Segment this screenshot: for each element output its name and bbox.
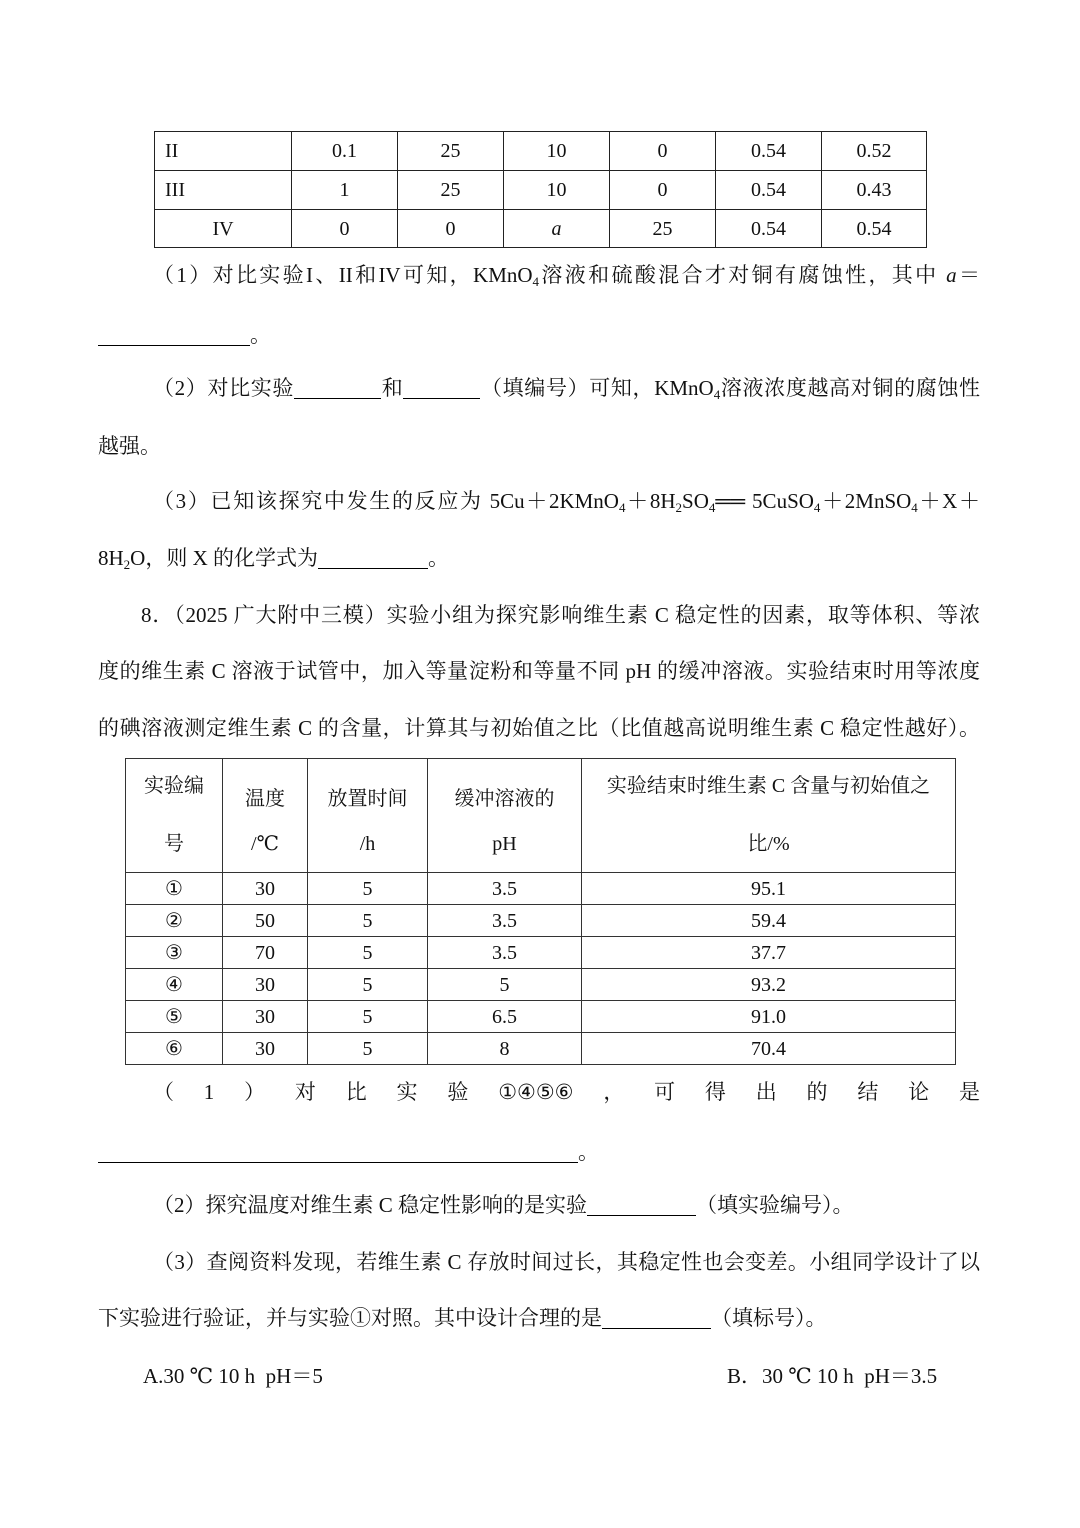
header-line: /h xyxy=(359,833,376,855)
header-line: 实验编 xyxy=(144,775,204,797)
q8-stem-line-3: 的碘溶液测定维生素 C 的含量，计算其与初始值之比（比值越高说明维生素 C 稳定性越好）。 xyxy=(98,716,980,740)
text: （填实验编号）。 xyxy=(696,1193,854,1217)
table-cell: 10 xyxy=(504,171,610,210)
table-cell: 0.52 xyxy=(822,132,927,171)
table-row xyxy=(155,132,927,171)
table-cell: 3.5 xyxy=(428,937,582,969)
header-line: /℃ xyxy=(251,833,279,855)
experiment-numbers: ①④⑤⑥ xyxy=(498,1080,574,1104)
table-cell: 93.2 xyxy=(582,969,956,1001)
table-cell: 0.54 xyxy=(716,171,822,210)
header-line: 实验结束时维生素 C 含量与初始值之 xyxy=(606,775,931,797)
header-line: 号 xyxy=(164,833,184,855)
header-buffer-ph xyxy=(428,759,582,873)
q8-part1-line xyxy=(153,1078,980,1106)
text: （填编号）可知，KMnO xyxy=(480,376,714,400)
variable-a: a xyxy=(946,263,957,287)
table-cell-variable-a: a xyxy=(504,210,610,248)
header-storage-time xyxy=(308,759,428,873)
text: 下实验进行验证，并与实验①对照。其中设计合理的是 xyxy=(98,1306,602,1330)
answer-blank xyxy=(98,323,250,346)
header-vitamin-c-ratio xyxy=(582,759,956,873)
table-row xyxy=(126,873,956,905)
q8-part1-answer-line xyxy=(98,1138,599,1166)
table-cell-experiment-id: IV xyxy=(155,210,292,248)
text: 8H xyxy=(98,546,124,570)
table-cell: 5 xyxy=(308,1001,428,1033)
table-cell: 5 xyxy=(308,873,428,905)
text: ══ 5CuSO xyxy=(715,489,814,513)
text: ，可得出的结论是 xyxy=(573,1080,980,1104)
subscript: 4 xyxy=(708,500,716,515)
answer-blank xyxy=(318,546,428,569)
table-row xyxy=(126,937,956,969)
table-cell: 25 xyxy=(398,171,504,210)
q8-stem-line-2: 度的维生素 C 溶液于试管中，加入等量淀粉和等量不同 pH 的缓冲溶液。实验结束时用等浓度 xyxy=(98,659,980,683)
table-cell: 10 xyxy=(504,132,610,171)
subscript: 4 xyxy=(911,500,918,515)
table-cell: ① xyxy=(126,873,223,905)
table-cell: 5 xyxy=(308,905,428,937)
table-cell: 91.0 xyxy=(582,1001,956,1033)
text: SO xyxy=(682,489,709,513)
answer-blank xyxy=(294,376,381,399)
table-row xyxy=(126,1033,956,1065)
table-cell: 95.1 xyxy=(582,873,956,905)
table-cell: 0 xyxy=(398,210,504,248)
option-a: A.30 ℃ 10 h pH＝5 xyxy=(143,1364,323,1388)
text: ＋X＋ xyxy=(917,489,980,513)
table-cell: 0 xyxy=(610,171,716,210)
table-cell: 5 xyxy=(428,969,582,1001)
header-line: 缓冲溶液的 xyxy=(454,788,555,810)
header-line: 放置时间 xyxy=(327,788,408,810)
table-cell: 0 xyxy=(610,132,716,171)
text: O，则 X 的化学式为 xyxy=(130,546,319,570)
text: 溶液和硫酸混合才对铜有腐蚀性，其中 xyxy=(539,263,947,287)
vitamin-c-table xyxy=(125,758,956,1065)
table-cell: 6.5 xyxy=(428,1001,582,1033)
text: 。 xyxy=(428,546,450,570)
text: ＋2MnSO xyxy=(820,489,912,513)
table-cell: 8 xyxy=(428,1033,582,1065)
table-cell: 3.5 xyxy=(428,905,582,937)
table-header-row xyxy=(126,759,956,873)
header-line: 比/% xyxy=(747,833,790,855)
table-cell: 50 xyxy=(223,905,308,937)
subscript: 2 xyxy=(675,500,683,515)
table-cell: 1 xyxy=(292,171,398,210)
text: （3）已知该探究中发生的反应为 5Cu＋2KMnO xyxy=(153,489,619,513)
text: （1）对比实验I、II和IV可知，KMnO xyxy=(153,263,533,287)
table-row xyxy=(155,171,927,210)
text: （1）对比实验 xyxy=(153,1080,499,1104)
table-cell: 70 xyxy=(223,937,308,969)
subscript: 4 xyxy=(618,500,626,515)
q7-part3-line2 xyxy=(98,544,449,572)
header-experiment-number xyxy=(126,759,223,873)
table-cell: 5 xyxy=(308,1033,428,1065)
table-cell: ② xyxy=(126,905,223,937)
subscript: 4 xyxy=(532,274,540,289)
table-cell: 37.7 xyxy=(582,937,956,969)
q7-part1-answer-line xyxy=(98,321,271,349)
table-cell: 25 xyxy=(398,132,504,171)
q7-part2-continuation: 越强。 xyxy=(98,434,161,458)
copper-corrosion-table xyxy=(154,131,927,248)
option-b: B．30 ℃ 10 h pH＝3.5 xyxy=(727,1364,938,1388)
q8-stem-line-1: 8．（2025 广大附中三模）实验小组为探究影响维生素 C 稳定性的因素，取等体积、等浓 xyxy=(141,603,980,627)
text: 和 xyxy=(381,376,404,400)
text: 溶液浓度越高对铜的腐蚀性 xyxy=(720,376,981,400)
table-cell: 5 xyxy=(308,969,428,1001)
q8-part3-line-1: （3）查阅资料发现，若维生素 C 存放时间过长，其稳定性也会变差。小组同学设计了以 xyxy=(153,1250,980,1274)
table-cell: 30 xyxy=(223,1033,308,1065)
text: ＝ xyxy=(956,263,981,287)
q8-part3-line-2 xyxy=(98,1304,827,1332)
text: 。 xyxy=(578,1140,599,1164)
table-cell: ⑥ xyxy=(126,1033,223,1065)
table-cell: 0.54 xyxy=(716,132,822,171)
table-cell: ⑤ xyxy=(126,1001,223,1033)
table-row xyxy=(126,905,956,937)
answer-blank xyxy=(587,1193,696,1216)
table-cell: 70.4 xyxy=(582,1033,956,1065)
q7-part2-line xyxy=(153,374,980,402)
table-row xyxy=(126,969,956,1001)
subscript: 4 xyxy=(713,387,721,402)
header-line: pH xyxy=(492,833,517,855)
subscript: 4 xyxy=(813,500,821,515)
table-cell: 0.54 xyxy=(716,210,822,248)
table-cell: 30 xyxy=(223,873,308,905)
text: 。 xyxy=(250,323,271,347)
subscript: 2 xyxy=(123,557,131,572)
table-cell: 5 xyxy=(308,937,428,969)
table-cell: 0.1 xyxy=(292,132,398,171)
q8-part2-line xyxy=(153,1191,854,1219)
table-cell: 25 xyxy=(610,210,716,248)
header-temperature xyxy=(223,759,308,873)
q7-part1-line xyxy=(153,261,980,289)
answer-blank xyxy=(403,376,480,399)
table-cell: 30 xyxy=(223,969,308,1001)
text: （2）对比实验 xyxy=(153,376,295,400)
table-cell: ③ xyxy=(126,937,223,969)
text: （2）探究温度对维生素 C 稳定性影响的是实验 xyxy=(153,1193,588,1217)
q7-part3-equation-line xyxy=(153,487,980,515)
table-cell: 30 xyxy=(223,1001,308,1033)
table-cell: 59.4 xyxy=(582,905,956,937)
table-cell-experiment-id: III xyxy=(155,171,292,210)
table-cell: ④ xyxy=(126,969,223,1001)
table-row xyxy=(126,1001,956,1033)
text: （填标号）。 xyxy=(711,1306,827,1330)
table-cell-experiment-id: II xyxy=(155,132,292,171)
answer-blank xyxy=(602,1306,711,1329)
table-cell: 0 xyxy=(292,210,398,248)
text: ＋8H xyxy=(625,489,676,513)
table-row xyxy=(155,210,927,248)
table-cell: 3.5 xyxy=(428,873,582,905)
table-cell: 0.43 xyxy=(822,171,927,210)
table-cell: 0.54 xyxy=(822,210,927,248)
answer-blank xyxy=(98,1140,578,1163)
header-line: 温度 xyxy=(245,788,285,810)
